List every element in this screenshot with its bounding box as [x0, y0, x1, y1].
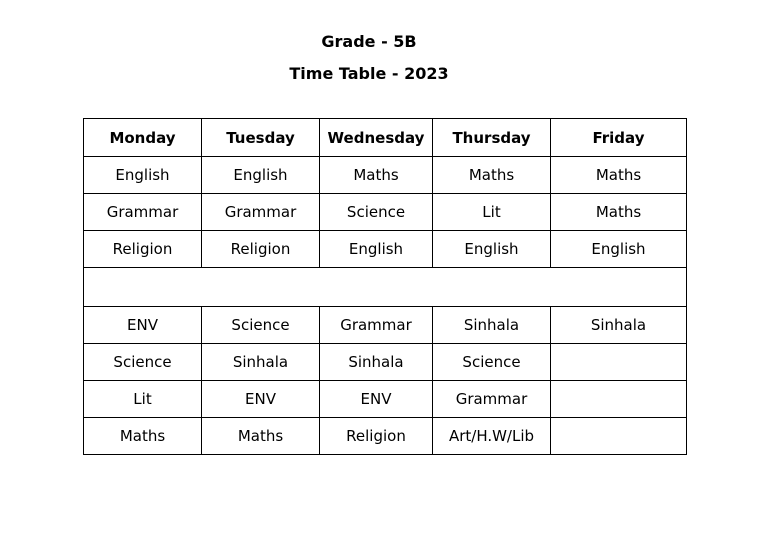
table-cell: Maths	[202, 418, 320, 455]
table-cell: Religion	[202, 231, 320, 268]
table-cell: Sinhala	[202, 344, 320, 381]
period-row-4	[84, 307, 687, 344]
document-title: Grade - 5B	[321, 32, 417, 51]
break-row	[84, 268, 687, 307]
header-tuesday: Tuesday	[202, 119, 320, 157]
header-monday: Monday	[84, 119, 202, 157]
table-cell: English	[202, 157, 320, 194]
document-subtitle: Time Table - 2023	[289, 64, 449, 83]
header-wednesday: Wednesday	[320, 119, 433, 157]
table-cell: Religion	[320, 418, 433, 455]
table-cell: Art/H.W/Lib	[433, 418, 551, 455]
table-cell: Religion	[84, 231, 202, 268]
table-cell	[551, 344, 687, 381]
table-cell: Maths	[433, 157, 551, 194]
table-cell	[551, 381, 687, 418]
header-row	[84, 119, 687, 157]
period-row-1	[84, 157, 687, 194]
table-cell: ENV	[202, 381, 320, 418]
table-cell: Sinhala	[320, 344, 433, 381]
table-cell: Grammar	[433, 381, 551, 418]
table-cell: Maths	[84, 418, 202, 455]
table-cell: Science	[202, 307, 320, 344]
table-cell: Science	[320, 194, 433, 231]
table-cell: Lit	[84, 381, 202, 418]
table-cell: Maths	[551, 194, 687, 231]
header-friday: Friday	[551, 119, 687, 157]
table-cell: Maths	[551, 157, 687, 194]
period-row-7	[84, 418, 687, 455]
table-cell: English	[433, 231, 551, 268]
table-cell: Grammar	[320, 307, 433, 344]
table-cell: Science	[433, 344, 551, 381]
period-row-2	[84, 194, 687, 231]
table-cell: Sinhala	[433, 307, 551, 344]
table-cell: ENV	[320, 381, 433, 418]
period-row-5	[84, 344, 687, 381]
table-cell: Science	[84, 344, 202, 381]
table-cell: Grammar	[84, 194, 202, 231]
table-cell	[551, 418, 687, 455]
table-cell: Lit	[433, 194, 551, 231]
table-cell: English	[551, 231, 687, 268]
table-cell: Maths	[320, 157, 433, 194]
header-thursday: Thursday	[433, 119, 551, 157]
timetable	[83, 118, 687, 455]
break-cell	[84, 268, 687, 307]
table-cell: Sinhala	[551, 307, 687, 344]
table-cell: ENV	[84, 307, 202, 344]
table-cell: Grammar	[202, 194, 320, 231]
table-cell: English	[320, 231, 433, 268]
period-row-3	[84, 231, 687, 268]
period-row-6	[84, 381, 687, 418]
table-cell: English	[84, 157, 202, 194]
